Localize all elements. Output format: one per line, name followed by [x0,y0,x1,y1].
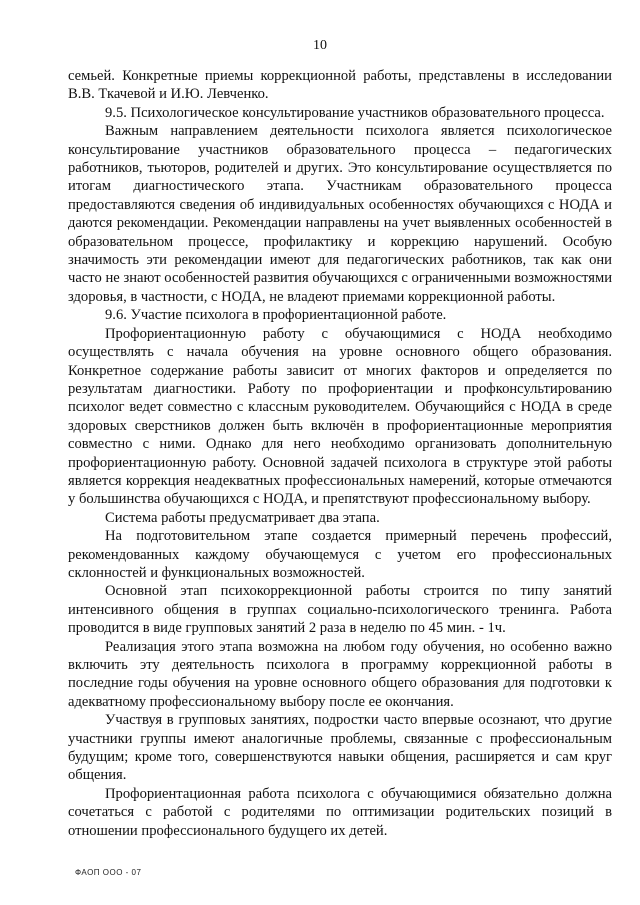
paragraph: Реализация этого этапа возможна на любом году обучения, но особенно важно включить эту деятельность психолога в программу коррекционной работы в последние годы обучения на уровне основного общего образования для подготовки к адекватному профессиональному выбору после ее окончания. [68,638,612,710]
footer-document-code: ФАОП ООО - 07 [75,868,142,877]
paragraph: На подготовительном этапе создается примерный перечень профессий, рекомендованных каждому обучающемуся с учетом его профессиональных склонностей и функциональных возможностей. [68,528,612,581]
page-body [68,67,612,840]
page-number: 10 [313,38,327,53]
paragraph: Основной этап психокоррекционной работы строится по типу занятий интенсивного общения в группах социально-психологического тренинга. Работа проводится в виде групповых занятий 2 раза в неделю по 45 мин. - 1ч. [68,583,612,637]
section-heading-9-5: 9.5. Психологическое консультирование участников образовательного процесса. [105,104,605,121]
paragraph: Система работы предусматривает два этапа. [105,509,380,526]
paragraph: семьей. Конкретные приемы коррекционной работы, представлены в исследовании В.В. Ткачевой и И.Ю. Левченко. [68,68,612,103]
paragraph: Профориентационная работа психолога с обучающимися обязательно должна сочетаться с работой с родителями по оптимизации родительских позиций в отношении профессионального будущего их детей. [68,785,612,839]
paragraph: Профориентационную работу с обучающимися с НОДА необходимо осуществлять с начала обучения на уровне основного общего образования. Конкретное содержание работы зависит от многих факторов и определяется по результатам диагностики. Работу по профориентации и профконсультированию психолог ведет совместно с классным руководителем. Обучающийся с НОДА в среде здоровых сверстников должен быть включён в профориентационные мероприятия совместно с ними. Однако для него необходимо организовать дополнительную профориентационную работу. Основной задачей психолога в структуре этой работы является коррекция неадекватных профессиональных намерений, которые отмечаются у большинства обучающихся с НОДА, и препятствуют профессиональному выбору. [68,325,612,508]
paragraph: Участвуя в групповых занятиях, подростки часто впервые осознают, что другие участники группы имеют аналогичные проблемы, связанные с профессиональным будущим; кроме того, совершенствуются навыки общения, расширяется и сам круг общения. [68,712,612,784]
section-heading-9-6: 9.6. Участие психолога в профориентационной работе. [105,307,447,324]
paragraph: Важным направлением деятельности психолога является психологическое консультирование участников образовательного процесса – педагогических работников, тьюторов, родителей и других. Это консультирование осуществляется по итогам диагностического этапа. Участникам образовательного процесса предоставляются сведения об индивидуальных особенностях обучающихся с НОДА и даются рекомендации. Рекомендации направлены на учет выявленных особенностей в образовательном процессе, профилактику и коррекцию нарушений. Особую значимость эти рекомендации имеют для педагогических работников, так как они часто не знают особенностей развития обучающихся с ограниченными возможностями здоровья, в частности, с НОДА, не владеют приемами коррекционной работы. [68,123,612,305]
